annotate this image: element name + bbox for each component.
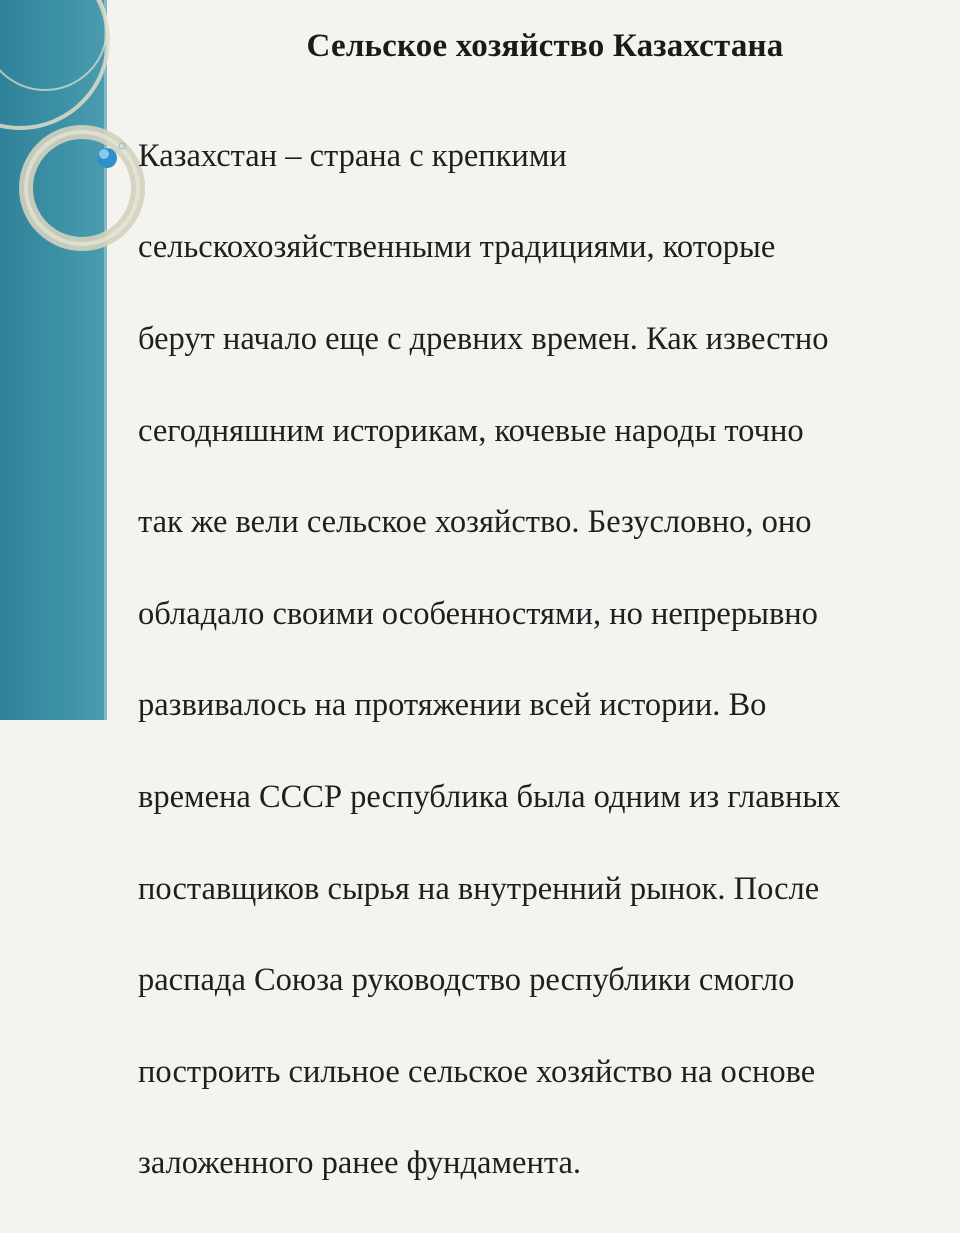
side-band-graphic bbox=[0, 0, 107, 720]
body-line: развивалось на протяжении всей истории. Во bbox=[138, 687, 767, 724]
body-line: берут начало еще с древних времен. Как известно bbox=[138, 320, 829, 357]
body-line: обладало своими особенностями, но непрерывно bbox=[138, 595, 818, 632]
body-line: сельскохозяйственными традициями, которые bbox=[138, 229, 776, 266]
body-line: построить сильное сельское хозяйство на основе bbox=[138, 1053, 816, 1090]
body-line: поставщиков сырья на внутренний рынок. После bbox=[138, 870, 820, 907]
body-line: сегодняшним историкам, кочевые народы точно bbox=[138, 412, 804, 449]
body-line: так же вели сельское хозяйство. Безусловно, оно bbox=[138, 504, 812, 541]
body-line: распада Союза руководство республики смогло bbox=[138, 962, 795, 999]
body-line: времена СССР республика была одним из главных bbox=[138, 778, 841, 815]
slide-title: Сельское хозяйство Казахстана bbox=[306, 28, 784, 64]
body-line: Казахстан – страна с крепкими bbox=[138, 137, 567, 174]
slide-body bbox=[138, 88, 948, 1233]
body-line: заложенного ранее фундамента. bbox=[138, 1145, 582, 1182]
side-band bbox=[0, 0, 107, 720]
